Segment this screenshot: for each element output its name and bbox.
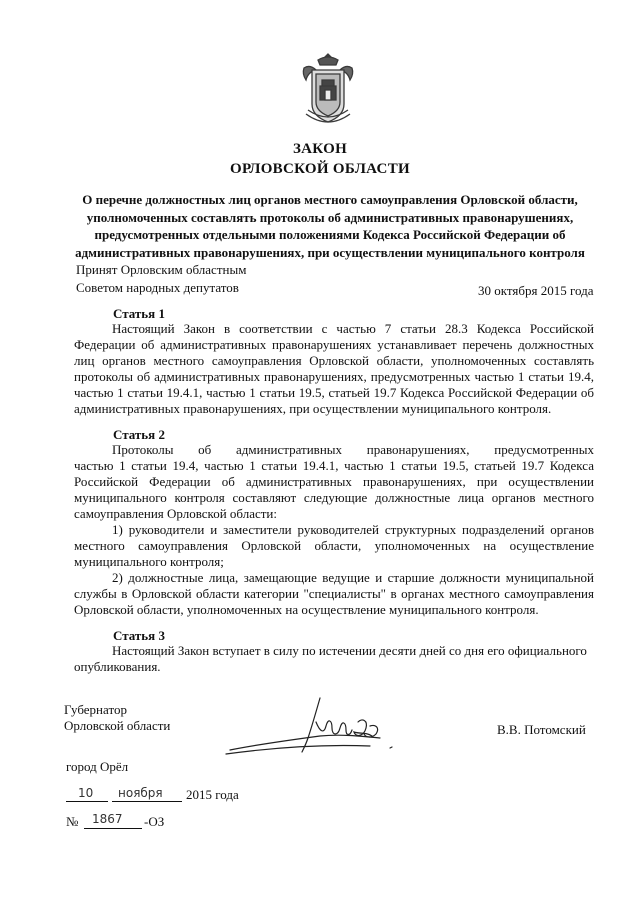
article2-line: Российской Федерации об административных правонарушениях, при осуществлении (74, 475, 594, 489)
article1-line: административных правонарушениях, при осуществлении муниципального контроля. (74, 401, 552, 416)
adoption-date: 30 октября 2015 года (478, 283, 594, 298)
day-handwritten: 10 (78, 786, 94, 800)
number-prefix: № (66, 814, 79, 829)
year-text: 2015 года (186, 787, 239, 802)
article3-heading: Статья 3 (113, 628, 165, 643)
signatory-name: В.В. Потомский (497, 722, 586, 737)
article2-item2-line: службы в Орловской области категории "специалисты" в органах местного самоуправления (74, 587, 594, 601)
article2-item1-line: местного самоуправления Орловской области, уполномоченных на осуществление (74, 539, 594, 553)
article2-line: самоуправления Орловской области: (74, 506, 277, 521)
law-subject (70, 191, 590, 261)
subject-line: О перечне должностных лиц органов местного самоуправления Орловской области, (82, 192, 578, 207)
signatory-position-line2: Орловской области (64, 718, 171, 733)
month-handwritten: ноября (118, 786, 163, 800)
article2-item1-line: муниципального контроля; (74, 554, 224, 569)
article1-heading: Статья 1 (113, 306, 165, 321)
adopted-by-line2: Советом народных депутатов (76, 280, 239, 295)
article1-line: протоколы об административных правонарушениях, предусмотренных частью 1 статьи 19.4, (74, 370, 594, 384)
region-title: ОРЛОВСКОЙ ОБЛАСТИ (230, 161, 410, 177)
law-number-handwritten: 1867 (92, 812, 123, 826)
article1-line: Федерации об административных правонарушениях устанавливает перечень должностных (74, 338, 594, 352)
subject-line: уполномоченных составлять протоколы об административных правонарушениях, (86, 209, 574, 225)
document-type-title: ЗАКОН (292, 141, 348, 157)
article2-line: Протоколы об административных правонарушениях, предусмотренных (112, 443, 594, 457)
number-suffix: -ОЗ (144, 814, 165, 829)
article2-line: частью 1 статьи 19.4, частью 1 статьи 19.4.1, частью 1 статьи 19.5, статьей 19.7 Кодекса (74, 459, 594, 473)
article1-line: лиц органов местного самоуправления Орловской области, уполномоченных составлять (74, 354, 594, 368)
article2-item1-line: 1) руководители и заместители руководителей структурных подразделений органов (112, 523, 594, 537)
article2-heading: Статья 2 (113, 427, 165, 442)
coat-of-arms-icon (298, 50, 358, 130)
city-of-signing: город Орёл (66, 759, 129, 774)
adopted-by-line1: Принят Орловским областным (76, 262, 247, 277)
article2-line: муниципального контроля составляют следующие должностные лица органов местного (74, 491, 594, 505)
subject-line: предусмотренных отдельными положениями Кодекса Российской Федерации об (94, 227, 566, 242)
handwritten-signature-icon (220, 692, 410, 762)
article2-item2-line: Орловской области, уполномоченных на осуществление муниципального контроля. (74, 602, 539, 617)
article2-item2-line: 2) должностные лица, замещающие ведущие и старшие должности муниципальной (112, 571, 594, 585)
article3-line: Настоящий Закон вступает в силу по истечении десяти дней со дня его официального (112, 643, 587, 658)
article3-line: опубликования. (74, 659, 161, 674)
article1-line: частью 1 статьи 19.4.1, частью 1 статьи 19.5, статьей 19.7 Кодекса Российской Федерации об (74, 386, 594, 400)
article1-line: Настоящий Закон в соответствии с частью 7 статьи 28.3 Кодекса Российской (112, 322, 594, 336)
signatory-position-line1: Губернатор (64, 702, 127, 717)
subject-line: административных правонарушениях, при осуществлении муниципального контроля (75, 244, 585, 260)
